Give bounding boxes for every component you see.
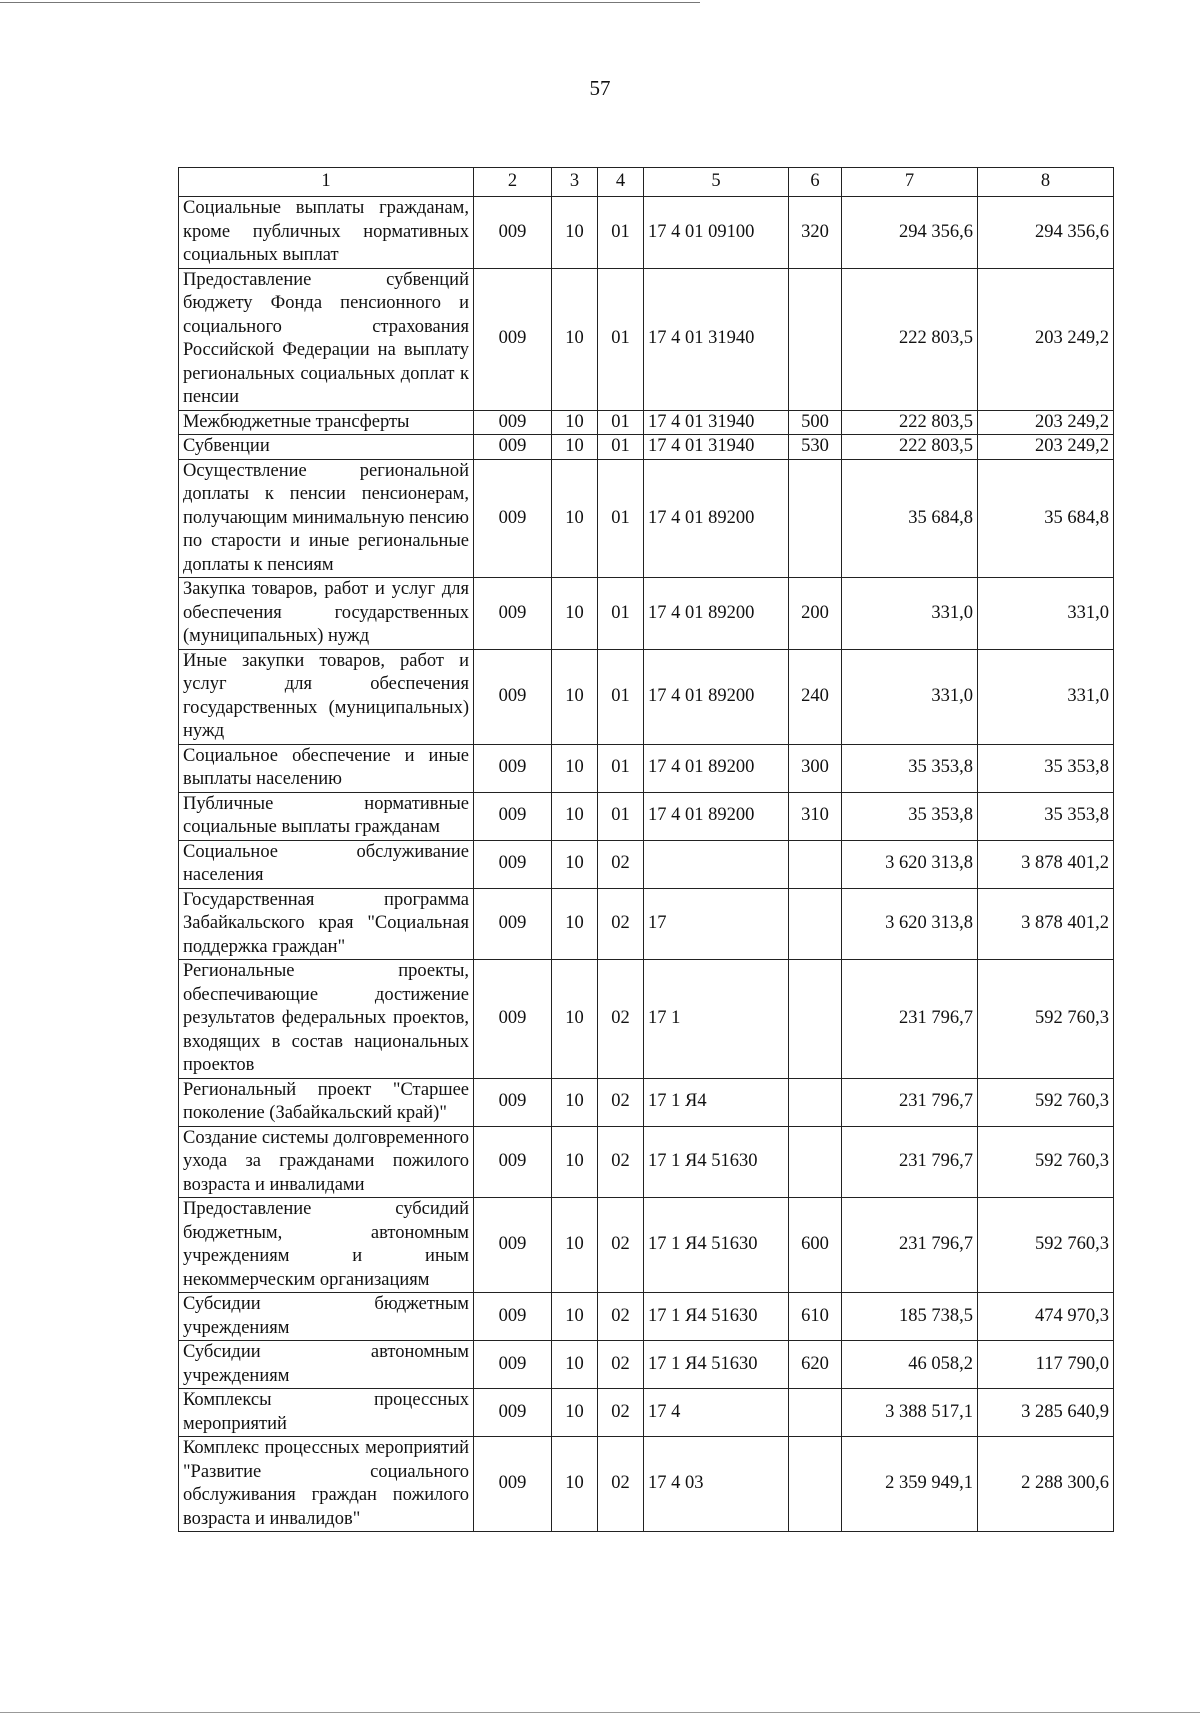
header-cell-8: 8 (978, 168, 1114, 197)
amount-col8-cell: 592 760,3 (978, 960, 1114, 1079)
ministry-code-cell: 009 (474, 960, 552, 1079)
target-article-cell: 17 4 01 89200 (644, 578, 789, 650)
expense-type-cell (789, 1078, 842, 1126)
subsection-cell: 01 (598, 459, 644, 578)
subsection-cell: 01 (598, 578, 644, 650)
row-name-cell: Субсидии бюджетным учреждениям (179, 1293, 474, 1341)
page-number: 57 (589, 76, 611, 100)
expense-type-cell: 200 (789, 578, 842, 650)
table-row (179, 1126, 1114, 1198)
section-cell: 10 (552, 578, 598, 650)
subsection-cell: 01 (598, 435, 644, 460)
ministry-code-cell: 009 (474, 410, 552, 435)
amount-col8-cell: 592 760,3 (978, 1126, 1114, 1198)
subsection-cell: 01 (598, 197, 644, 269)
subsection-cell: 02 (598, 1437, 644, 1532)
section-cell: 10 (552, 792, 598, 840)
expense-type-cell: 530 (789, 435, 842, 460)
row-name-cell: Субсидии автономным учреждениям (179, 1341, 474, 1389)
table-row (179, 410, 1114, 435)
ministry-code-cell: 009 (474, 435, 552, 460)
expense-type-cell: 620 (789, 1341, 842, 1389)
expense-type-cell (789, 1389, 842, 1437)
header-row (179, 168, 1114, 197)
header-cell-3: 3 (552, 168, 598, 197)
subsection-cell: 01 (598, 792, 644, 840)
section-cell: 10 (552, 960, 598, 1079)
amount-col7-cell: 331,0 (842, 649, 978, 744)
ministry-code-cell: 009 (474, 578, 552, 650)
subsection-cell: 01 (598, 410, 644, 435)
expense-type-cell: 500 (789, 410, 842, 435)
row-name-cell: Межбюджетные трансферты (179, 410, 474, 435)
target-article-cell: 17 4 01 89200 (644, 792, 789, 840)
row-name-cell: Иные закупки товаров, работ и услуг для обеспечения государственных (муниципальных) нужд (179, 649, 474, 744)
table-row (179, 1293, 1114, 1341)
row-name-cell: Предоставление субсидий бюджетным, автономным учреждениям и иным некоммерческим организациям (179, 1198, 474, 1293)
ministry-code-cell: 009 (474, 744, 552, 792)
section-cell: 10 (552, 1126, 598, 1198)
target-article-cell: 17 4 01 31940 (644, 268, 789, 410)
amount-col8-cell: 3 285 640,9 (978, 1389, 1114, 1437)
ministry-code-cell: 009 (474, 792, 552, 840)
amount-col7-cell: 222 803,5 (842, 410, 978, 435)
table-row (179, 268, 1114, 410)
table-row (179, 435, 1114, 460)
section-cell: 10 (552, 744, 598, 792)
target-article-cell: 17 4 01 31940 (644, 410, 789, 435)
target-article-cell: 17 4 01 09100 (644, 197, 789, 269)
expense-type-cell: 240 (789, 649, 842, 744)
amount-col8-cell: 117 790,0 (978, 1341, 1114, 1389)
table-row (179, 1389, 1114, 1437)
budget-table (178, 167, 1114, 1532)
ministry-code-cell: 009 (474, 1293, 552, 1341)
section-cell: 10 (552, 459, 598, 578)
amount-col7-cell: 185 738,5 (842, 1293, 978, 1341)
subsection-cell: 02 (598, 1078, 644, 1126)
target-article-cell: 17 4 01 89200 (644, 649, 789, 744)
amount-col7-cell: 231 796,7 (842, 1126, 978, 1198)
amount-col7-cell: 231 796,7 (842, 1078, 978, 1126)
amount-col8-cell: 331,0 (978, 578, 1114, 650)
amount-col8-cell: 203 249,2 (978, 435, 1114, 460)
amount-col8-cell: 35 353,8 (978, 744, 1114, 792)
subsection-cell: 02 (598, 1389, 644, 1437)
table-row (179, 1198, 1114, 1293)
section-cell: 10 (552, 1437, 598, 1532)
amount-col7-cell: 294 356,6 (842, 197, 978, 269)
amount-col7-cell: 222 803,5 (842, 435, 978, 460)
table-row (179, 1437, 1114, 1532)
expense-type-cell (789, 960, 842, 1079)
section-cell: 10 (552, 435, 598, 460)
target-article-cell: 17 4 01 31940 (644, 435, 789, 460)
expense-type-cell: 320 (789, 197, 842, 269)
target-article-cell: 17 1 Я4 51630 (644, 1341, 789, 1389)
row-name-cell: Закупка товаров, работ и услуг для обеспечения государственных (муниципальных) нужд (179, 578, 474, 650)
ministry-code-cell: 009 (474, 840, 552, 888)
target-article-cell: 17 4 01 89200 (644, 459, 789, 578)
amount-col8-cell: 3 878 401,2 (978, 888, 1114, 960)
table-row (179, 792, 1114, 840)
table-row (179, 840, 1114, 888)
target-article-cell: 17 1 (644, 960, 789, 1079)
amount-col8-cell: 203 249,2 (978, 410, 1114, 435)
amount-col7-cell: 35 353,8 (842, 792, 978, 840)
amount-col8-cell: 2 288 300,6 (978, 1437, 1114, 1532)
target-article-cell: 17 1 Я4 51630 (644, 1293, 789, 1341)
row-name-cell: Комплексы процессных мероприятий (179, 1389, 474, 1437)
amount-col8-cell: 35 684,8 (978, 459, 1114, 578)
subsection-cell: 02 (598, 1341, 644, 1389)
table-row (179, 744, 1114, 792)
ministry-code-cell: 009 (474, 1389, 552, 1437)
section-cell: 10 (552, 1293, 598, 1341)
ministry-code-cell: 009 (474, 1198, 552, 1293)
row-name-cell: Региональный проект "Старшее поколение (Забайкальский край)" (179, 1078, 474, 1126)
section-cell: 10 (552, 410, 598, 435)
bottom-scan-rule (0, 1712, 1200, 1713)
expense-type-cell: 310 (789, 792, 842, 840)
row-name-cell: Социальное обслуживание населения (179, 840, 474, 888)
ministry-code-cell: 009 (474, 1126, 552, 1198)
section-cell: 10 (552, 840, 598, 888)
row-name-cell: Комплекс процессных мероприятий "Развитие социального обслуживания граждан пожилого возраста и инвалидов" (179, 1437, 474, 1532)
expense-type-cell (789, 840, 842, 888)
table-row (179, 578, 1114, 650)
target-article-cell: 17 4 (644, 1389, 789, 1437)
expense-type-cell (789, 268, 842, 410)
header-cell-7: 7 (842, 168, 978, 197)
section-cell: 10 (552, 197, 598, 269)
row-name-cell: Государственная программа Забайкальского края "Социальная поддержка граждан" (179, 888, 474, 960)
section-cell: 10 (552, 649, 598, 744)
ministry-code-cell: 009 (474, 888, 552, 960)
row-name-cell: Социальное обеспечение и иные выплаты населению (179, 744, 474, 792)
section-cell: 10 (552, 1389, 598, 1437)
section-cell: 10 (552, 1198, 598, 1293)
expense-type-cell (789, 459, 842, 578)
expense-type-cell: 300 (789, 744, 842, 792)
amount-col7-cell: 331,0 (842, 578, 978, 650)
header-cell-5: 5 (644, 168, 789, 197)
section-cell: 10 (552, 888, 598, 960)
amount-col7-cell: 231 796,7 (842, 960, 978, 1079)
amount-col7-cell: 3 388 517,1 (842, 1389, 978, 1437)
header-cell-6: 6 (789, 168, 842, 197)
header-cell-4: 4 (598, 168, 644, 197)
amount-col7-cell: 35 353,8 (842, 744, 978, 792)
table-row (179, 1341, 1114, 1389)
ministry-code-cell: 009 (474, 1078, 552, 1126)
subsection-cell: 02 (598, 840, 644, 888)
subsection-cell: 02 (598, 1293, 644, 1341)
subsection-cell: 01 (598, 268, 644, 410)
row-name-cell: Осуществление региональной доплаты к пенсии пенсионерам, получающим минимальную пенсию по старости и иные региональные доплаты к пенсиям (179, 459, 474, 578)
subsection-cell: 02 (598, 1198, 644, 1293)
subsection-cell: 01 (598, 744, 644, 792)
amount-col7-cell: 222 803,5 (842, 268, 978, 410)
expense-type-cell (789, 1126, 842, 1198)
amount-col8-cell: 592 760,3 (978, 1078, 1114, 1126)
ministry-code-cell: 009 (474, 1341, 552, 1389)
ministry-code-cell: 009 (474, 649, 552, 744)
table-row (179, 1078, 1114, 1126)
amount-col7-cell: 3 620 313,8 (842, 888, 978, 960)
row-name-cell: Публичные нормативные социальные выплаты гражданам (179, 792, 474, 840)
target-article-cell: 17 1 Я4 51630 (644, 1126, 789, 1198)
amount-col7-cell: 231 796,7 (842, 1198, 978, 1293)
amount-col8-cell: 3 878 401,2 (978, 840, 1114, 888)
target-article-cell: 17 4 03 (644, 1437, 789, 1532)
target-article-cell: 17 1 Я4 51630 (644, 1198, 789, 1293)
ministry-code-cell: 009 (474, 1437, 552, 1532)
header-cell-1: 1 (179, 168, 474, 197)
amount-col7-cell: 3 620 313,8 (842, 840, 978, 888)
table-row (179, 960, 1114, 1079)
table-row (179, 197, 1114, 269)
subsection-cell: 02 (598, 1126, 644, 1198)
section-cell: 10 (552, 1341, 598, 1389)
expense-type-cell (789, 888, 842, 960)
target-article-cell: 17 (644, 888, 789, 960)
expense-type-cell: 610 (789, 1293, 842, 1341)
amount-col7-cell: 35 684,8 (842, 459, 978, 578)
table-row (179, 649, 1114, 744)
subsection-cell: 02 (598, 888, 644, 960)
top-scan-rule (0, 2, 700, 3)
expense-type-cell (789, 1437, 842, 1532)
subsection-cell: 01 (598, 649, 644, 744)
section-cell: 10 (552, 1078, 598, 1126)
amount-col8-cell: 474 970,3 (978, 1293, 1114, 1341)
table-row (179, 459, 1114, 578)
subsection-cell: 02 (598, 960, 644, 1079)
row-name-cell: Региональные проекты, обеспечивающие достижение результатов федеральных проектов, входящих в состав национальных проектов (179, 960, 474, 1079)
row-name-cell: Предоставление субвенций бюджету Фонда пенсионного и социального страхования Российской Федерации на выплату региональных социальных доплат к пенсии (179, 268, 474, 410)
row-name-cell: Создание системы долговременного ухода за гражданами пожилого возраста и инвалидами (179, 1126, 474, 1198)
amount-col7-cell: 46 058,2 (842, 1341, 978, 1389)
ministry-code-cell: 009 (474, 268, 552, 410)
table-row (179, 888, 1114, 960)
header-cell-2: 2 (474, 168, 552, 197)
target-article-cell: 17 1 Я4 (644, 1078, 789, 1126)
row-name-cell: Субвенции (179, 435, 474, 460)
target-article-cell (644, 840, 789, 888)
amount-col7-cell: 2 359 949,1 (842, 1437, 978, 1532)
expense-type-cell: 600 (789, 1198, 842, 1293)
amount-col8-cell: 592 760,3 (978, 1198, 1114, 1293)
ministry-code-cell: 009 (474, 459, 552, 578)
amount-col8-cell: 294 356,6 (978, 197, 1114, 269)
row-name-cell: Социальные выплаты гражданам, кроме публичных нормативных социальных выплат (179, 197, 474, 269)
amount-col8-cell: 203 249,2 (978, 268, 1114, 410)
ministry-code-cell: 009 (474, 197, 552, 269)
amount-col8-cell: 331,0 (978, 649, 1114, 744)
section-cell: 10 (552, 268, 598, 410)
target-article-cell: 17 4 01 89200 (644, 744, 789, 792)
amount-col8-cell: 35 353,8 (978, 792, 1114, 840)
